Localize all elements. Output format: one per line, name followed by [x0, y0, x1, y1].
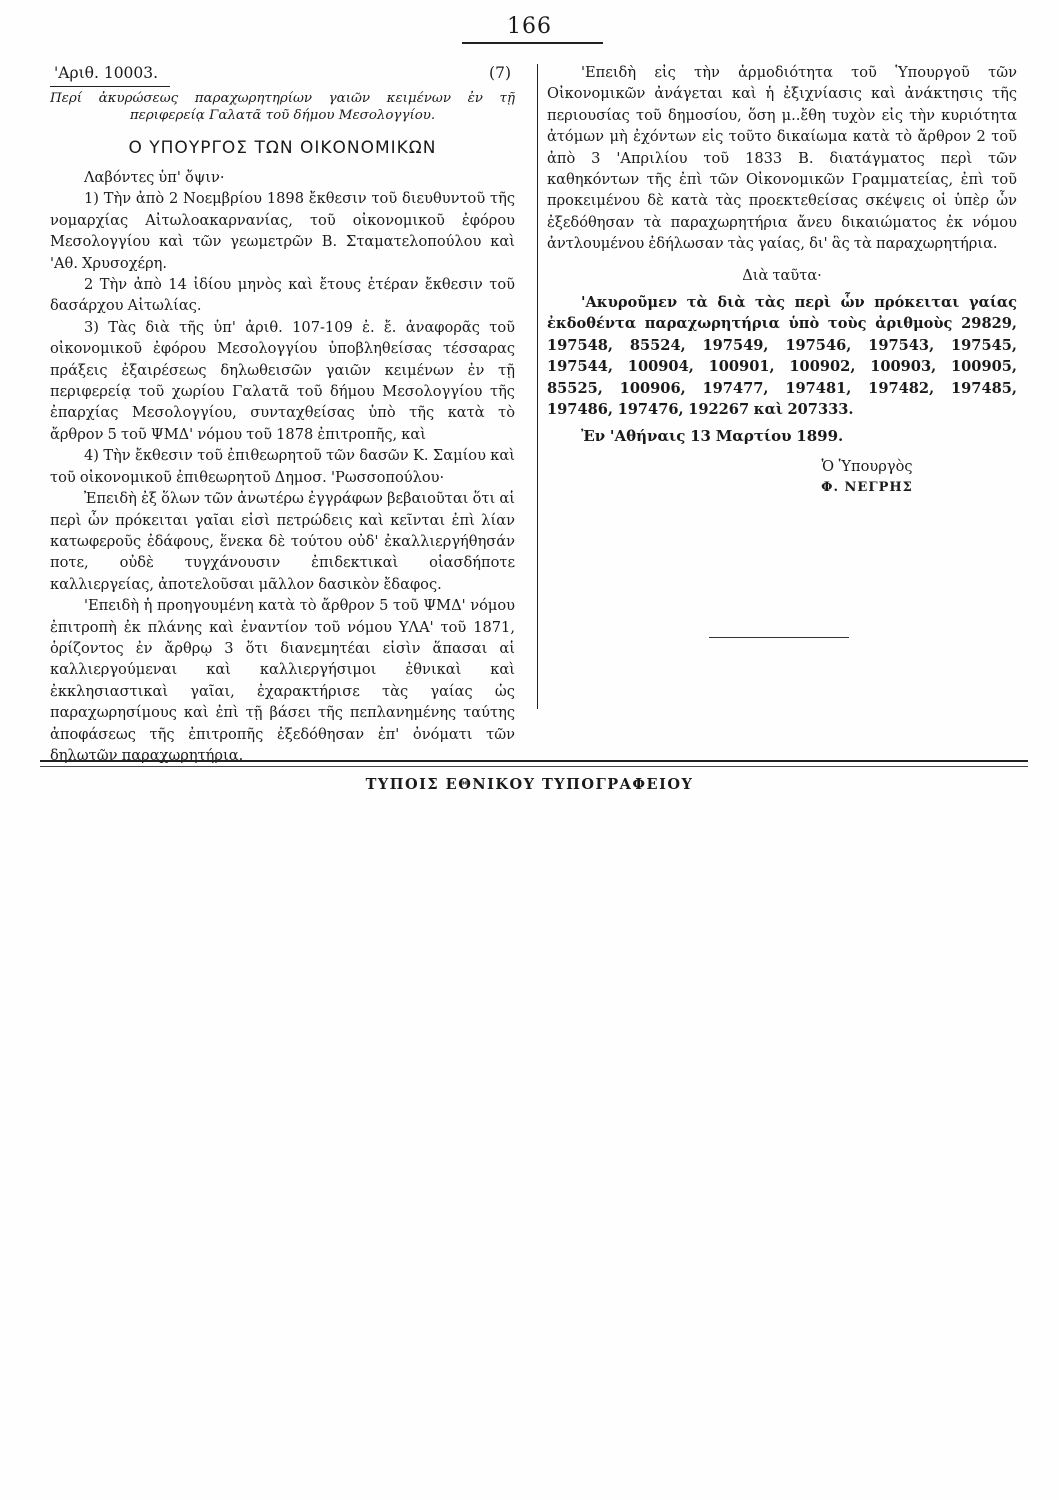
page-number: 166: [507, 14, 552, 39]
item-3: 3) Τὰς διὰ τῆς ὑπ' ἀριθ. 107-109 ἐ. ἔ. ἀναφορᾶς τοῦ οἰκονομικοῦ ἐφόρου Μεσολογγίου ὑποβληθείσας τέσσαρας πράξεις ἐξαιρέσεως δηλωθεισῶν γαιῶν κειμένων ἐν τῇ περιφερείᾳ τοῦ χωρίου Γαλατᾶ τοῦ δήμου Μεσολογγίου τῆς ἐπαρχίας Μεσολογγίου, συνταχθείσας ὑπὸ τῆς κατὰ τὸ ἄρθρον 5 τοῦ ΨΜΔ' νόμου τοῦ 1878 ἐπιτροπῆς, καὶ: [50, 318, 515, 443]
decree-number: 'Αριθ. 10003.: [54, 64, 159, 82]
signature-rule: [709, 637, 849, 638]
date-place: Ἐν 'Αθήναις 13 Μαρτίου 1899.: [581, 426, 844, 445]
header-rule: [462, 42, 603, 44]
decree-header: [50, 62, 515, 84]
having-seen: Λαβόντες ὑπ' ὄψιν·: [84, 169, 225, 186]
item-1: 1) Τὴν ἀπὸ 2 Νοεμβρίου 1898 ἔκθεσιν τοῦ διευθυντοῦ τῆς νομαρχίας Αἰτωλοακαρνανίας, τοῦ οἰκονομικοῦ ἐφόρου Μεσολογγίου καὶ τῶν γεωμετρῶν Β. Σταματελοπούλου καὶ 'Αθ. Χρυσοχέρη.: [50, 190, 515, 272]
item-2: 2 Τὴν ἀπὸ 14 ἰδίου μηνὸς καὶ ἔτους ἑτέραν ἔκθεσιν τοῦ δασάρχου Αἰτωλίας.: [50, 276, 515, 315]
printer-imprint: ΤΥΠΟΙΣ ΕΘΝΙΚΟΥ ΤΥΠΟΓΡΑΦΕΙΟΥ: [365, 776, 694, 793]
issuer-heading: Ο ΥΠΟΥΡΓΟΣ ΤΩΝ ΟΙΚΟΝΟΜΙΚΩΝ: [128, 138, 437, 158]
item-4: 4) Τὴν ἔκθεσιν τοῦ ἐπιθεωρητοῦ τῶν δασῶν Κ. Σαμίου καὶ τοῦ οἰκονομικοῦ ἐπιθεωρητοῦ Δημοσ. 'Ρωσσοπούλου·: [50, 447, 515, 486]
right-column: [547, 62, 1017, 498]
signature-name: Φ. ΝΕΓΡΗΣ: [821, 479, 913, 495]
decree-number-rule: [50, 86, 170, 87]
decree-subject: Περί ἀκυρώσεως παραχωρητηρίων γαιῶν κειμένων ἐν τῇ περιφερείᾳ Γαλατᾶ τοῦ δήμου Μεσολογγίου.: [50, 91, 515, 123]
recital-3: 'Επειδὴ εἰς τὴν ἁρμοδιότητα τοῦ Ὑπουργοῦ τῶν Οἰκονομικῶν ἀνάγεται καὶ ἡ ἐξιχνίασις καὶ ἀνάκτησις τῆς περιουσίας τοῦ δημοσίου, ὅση μ..ἔθη τυχὸν εἰς τὴν κυριότητα ἀτόμων μὴ ἐχόντων εἰς τοῦτο δικαίωμα κατὰ τὸ ἄρθρον 2 τοῦ ἀπὸ 3 'Απριλίου τοῦ 1833 Β. διατάγματος περὶ τῶν καθηκόντων τῆς ἐπὶ τῶν Οἰκονομικῶν Γραμματείας, ἐπὶ τοῦ προκειμένου δὲ κατὰ τὰς προεκτεθείσας σκέψεις οἱ ὑπὲρ ὧν ἐξεδόθησαν τὰ παραχωρητήρια ἄνευ δικαιώματος ἐκ νόμου ἀντλουμένου ἐδήλωσαν τὰς γαίας, δι' ἃς τὰ παραχωρητήρια.: [547, 64, 1017, 253]
column-divider: [537, 64, 538, 709]
footer-rule-thick: [40, 760, 1028, 762]
decree-sequence: (7): [489, 64, 511, 82]
footer-rule-thin: [40, 766, 1028, 767]
decision: 'Ακυροῦμεν τὰ διὰ τὰς περὶ ὧν πρόκειται γαίας ἐκδοθέντα παραχωρητήρια ὑπὸ τοὺς ἀριθμοὺς 29829, 197548, 85524, 197549, 197546, 197543, 197545, 197544, 100904, 100901, 100902, 100903, 100905, 85525, 100906, 197477, 197481, 197482, 197485, 197486, 197476, 192267 καὶ 207333.: [547, 294, 1017, 419]
recital-1: Ἐπειδὴ ἐξ ὅλων τῶν ἀνωτέρω ἐγγράφων βεβαιοῦται ὅτι αἱ περὶ ὧν πρόκειται γαῖαι εἰσὶ πετρώδεις καὶ κεῖνται ἐπὶ λίαν κατωφεροῦς ἐδάφους, ἕνεκα δὲ τούτου οὐδ' ἐκαλλιεργήθησάν ποτε, οὐδὲ τυγχάνουσιν ἐπιδεκτικαὶ οἱασδήποτε καλλιεργείας, ἀποτελοῦσαι μᾶλλον δασικὸν ἔδαφος.: [50, 490, 515, 593]
therefore-heading: Διὰ ταῦτα·: [742, 266, 822, 284]
left-column: [50, 62, 515, 766]
signature-title: Ὁ Ὑπουργὸς: [821, 457, 913, 475]
recital-2: 'Επειδὴ ἡ προηγουμένη κατὰ τὸ ἄρθρον 5 τοῦ ΨΜΔ' νόμου ἐπιτροπὴ ἐκ πλάνης καὶ ἐναντίον τοῦ νόμου ΥΛΑ' τοῦ 1871, ὁρίζοντος ἐν ἄρθρῳ 3 ὅτι διανεμητέαι εἰσὶν ἅπασαι αἱ καλλιεργούμεναι καὶ καλλιεργήσιμοι ἐθνικαὶ καὶ ἐκκλησιαστικαὶ γαῖαι, ἐχαρακτήρισε τὰς γαίας ὡς παραχωρησίμους καὶ ἐπὶ τῇ βάσει τῆς πεπλανημένης ταύτης ἀποφάσεως τῆς ἐπιτροπῆς ἐξεδόθησαν ἐπ' ὀνόματι τῶν δηλωτῶν παραχωρητήρια.: [50, 597, 515, 764]
